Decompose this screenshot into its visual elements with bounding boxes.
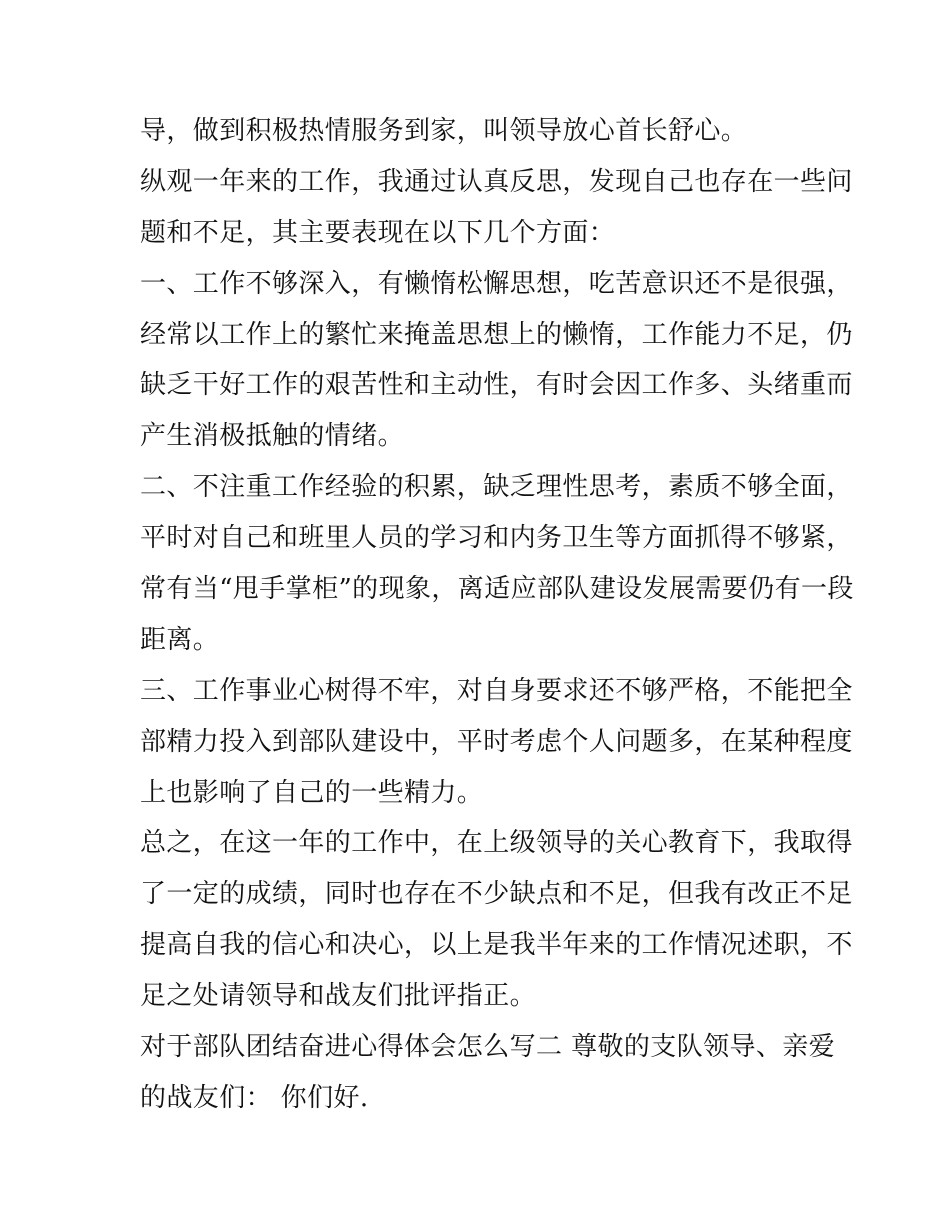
text-line: 产生消极抵触的情绪。 (140, 421, 405, 452)
text-line: 常有当“甩手掌柜”的现象，离适应部队建设发展需要仍有一段 (140, 574, 854, 605)
text-line: 距离。 (140, 624, 220, 655)
text-line: 对于部队团结奋进心得体会怎么写二 尊敬的支队领导、亲爱 (140, 1032, 836, 1063)
text-line: 缺乏干好工作的艰苦性和主动性，有时会因工作多、头绪重而 (140, 370, 853, 401)
text-line: 了一定的成绩，同时也存在不少缺点和不足，但我有改正不足 (140, 879, 853, 910)
text-line: 经常以工作上的繁忙来掩盖思想上的懒惰，工作能力不足，仍 (140, 319, 853, 350)
text-line: 上也影响了自己的一些精力。 (140, 777, 484, 808)
text-line: 总之，在这一年的工作中，在上级领导的关心教育下，我取得 (140, 828, 853, 859)
text-line: 足之处请领导和战友们批评指正。 (140, 981, 537, 1012)
text-line: 题和不足，其主要表现在以下几个方面： (140, 217, 616, 248)
text-line: 平时对自己和班里人员的学习和内务卫生等方面抓得不够紧， (140, 523, 853, 554)
text-line: 提高自我的信心和决心，以上是我半年来的工作情况述职，不 (140, 930, 853, 961)
text-line: 二、不注重工作经验的积累，缺乏理性思考，素质不够全面， (140, 472, 853, 503)
document-body (140, 106, 854, 1124)
text-line: 一、工作不够深入，有懒惰松懈思想，吃苦意识还不是很强， (140, 268, 853, 299)
text-line: 的战友们： 你们好. (140, 1082, 369, 1113)
text-line: 导，做到积极热情服务到家，叫领导放心首长舒心。 (140, 116, 748, 146)
text-line: 纵观一年来的工作，我通过认真反思，发现自己也存在一些问 (140, 166, 853, 197)
text-line: 部精力投入到部队建设中，平时考虑个人问题多，在某种程度 (140, 726, 853, 757)
text-line: 三、工作事业心树得不牢，对自身要求还不够严格，不能把全 (140, 675, 853, 706)
